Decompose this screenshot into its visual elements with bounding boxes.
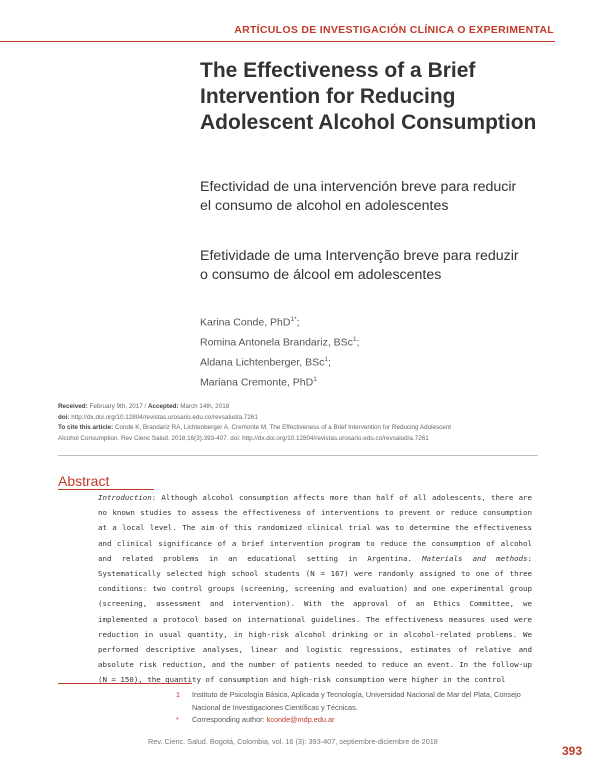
author-item: Mariana Cremonte, PhD$^1$ [200, 376, 317, 389]
doi-line: doi: http://dx.doi.org/10.12804/revistas.urosario.edu.co/revsalud/a.7261 [58, 413, 258, 421]
abstract-heading: Abstract [58, 473, 110, 489]
section-label: ARTÍCULOS DE INVESTIGACIÓN CLÍNICA O EXPERIMENTAL [234, 24, 554, 36]
author-list [200, 310, 359, 390]
title-spanish: Efectividad de una intervención breve para reducir el consumo de alcohol en adolescentes [200, 179, 517, 214]
footnote-divider [58, 683, 192, 684]
author-item: Romina Antonela Brandariz, BSc$^1$; [200, 336, 360, 349]
footnotes [176, 689, 546, 727]
title-portuguese: Efetividade de uma Intervenção breve para reduzir o consumo de álcool em adolescentes [200, 248, 519, 283]
page-number: 393 [561, 744, 582, 758]
affiliation-footnote: 1 Instituto de Psicología Básica, Aplicada y Tecnología, Universidad Nacional de Mar del Plata, Consejo Nacional de Investigaciones Científicas y Técnicas. [176, 690, 521, 712]
header-rule [0, 41, 555, 42]
citation-line: To cite this article: Conde K, Brandariz RA, Lichtenberger A, Cremonte M. The Effectiveness of a Brief Intervention for Reducing Adolescent [58, 424, 452, 431]
citation-line-continued: Alcohol Consumption. Rev Cienc Salud. 2018;16(3):393-407. doi: http://dx.doi.org/10.12804/revistas.urosario.edu.co/revsalud/a.7261 [58, 434, 429, 442]
author-item: Aldana Lichtenberger, BSc$^1$; [200, 356, 331, 369]
journal-reference: Rev. Cienc. Salud. Bogotá, Colombia, vol. 16 (3): 393-407, septiembre-diciembre de 2018 [148, 737, 438, 746]
metadata-divider [58, 455, 538, 456]
dates-line: Received: February 9th, 2017 / Accepted: March 14th, 2018 [58, 403, 230, 410]
abstract-text: Introduction: Although alcohol consumption affects more than half of all adolescents, there are no known studies to assess the effectiveness of interventions to prevent or reduce consumption at a local level. The aim of this randomized clinical trial was to determine the effectiveness and clinical significance of a brief intervention program to reduce the consumption of alcohol and related problems in an educational setting in Argentina. Materials and methods: Systematically selected high school students (N = 167) were randomly assigned to one of three conditions: two control groups (screening, screening and evaluation) and one experimental group (screening, assessment and intervention). With the approval of an Ethics Committee, we implemented a protocol based on international guidelines. The effectiveness measures used were reduction in usual quantity, in high-risk alcohol drinking or in alcohol-related problems. We performed descriptive analyses, linear and logistic regressions, estimates of relative and absolute risk reduction, and the number of patients needed to reduce an event. In the follow-up (N = 150), the quantity of consumption and high-risk consumption were higher in the control [98, 493, 532, 685]
doi-link[interactable]: http://dx.doi.org/10.12804/revistas.urosario.edu.co/revsalud/a.7261 [71, 413, 258, 421]
article-title: The Effectiveness of a Brief Intervention for Reducing Adolescent Alcohol Consumption [200, 59, 537, 134]
author-email-link[interactable]: kconde@mdp.edu.ar [266, 715, 335, 724]
corresponding-author-footnote: * Corresponding author: kconde@mdp.edu.ar [176, 715, 335, 724]
article-metadata [58, 402, 528, 444]
author-item: Karina Conde, PhD$^{1*}$; [200, 316, 300, 329]
